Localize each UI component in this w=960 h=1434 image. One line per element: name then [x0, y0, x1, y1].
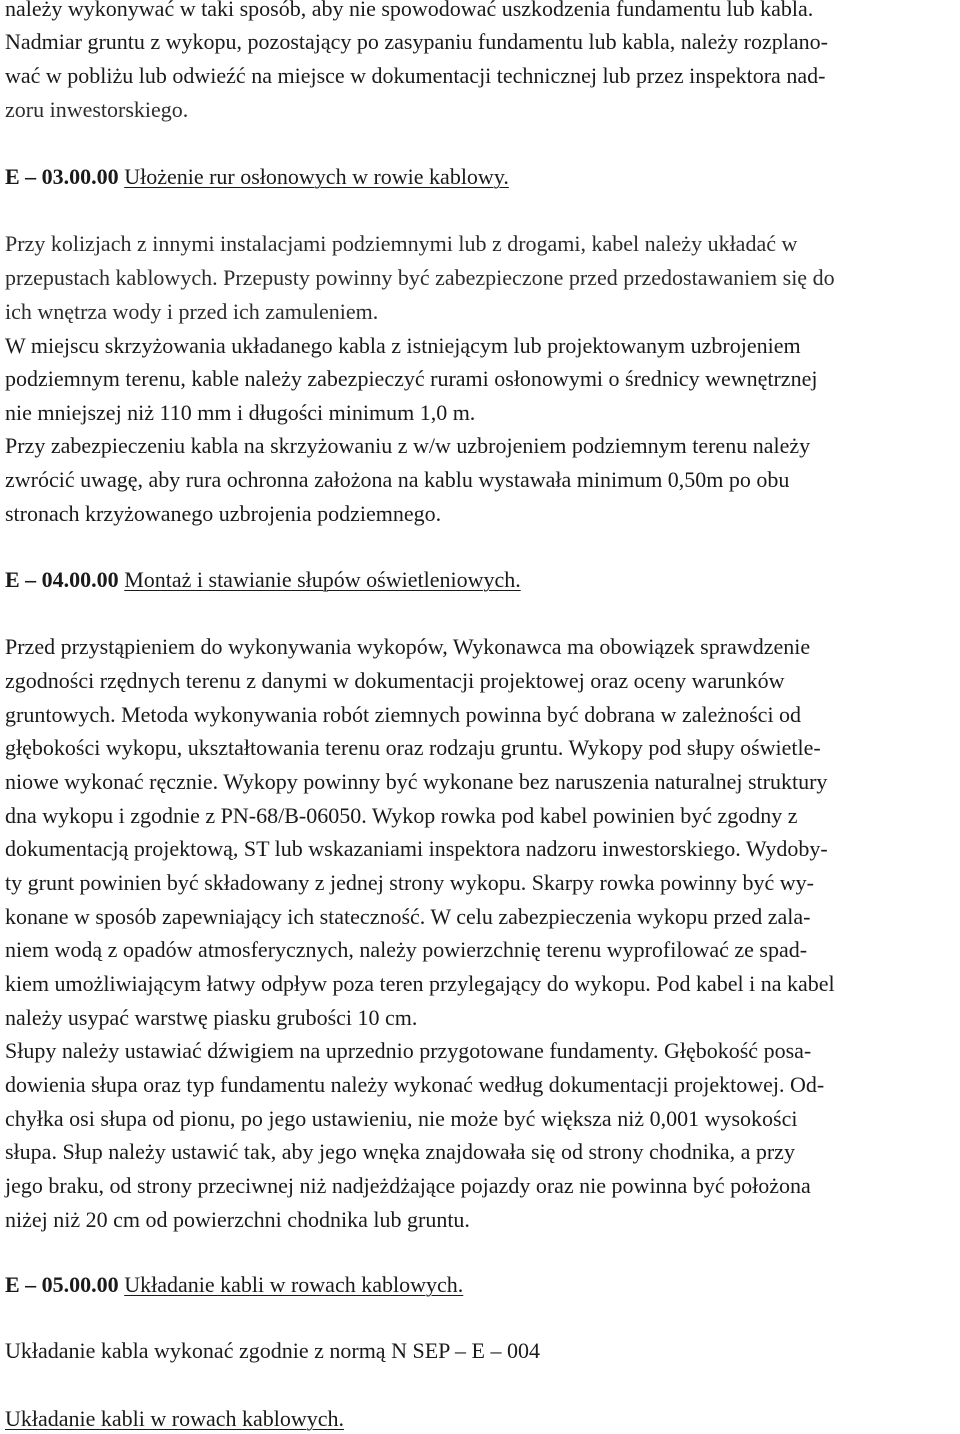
body-line: słupa. Słup należy ustawić tak, aby jego wnęka znajdowała się od strony chodnika, a przy — [5, 1139, 795, 1164]
section-title: Montaż i stawianie słupów oświetleniowych. — [124, 567, 521, 592]
body-line: zoru inwestorskiego. — [5, 97, 189, 122]
body-line: podziemnym terenu, kable należy zabezpieczyć rurami osłonowymi o średnicy wewnętrznej — [5, 366, 818, 391]
body-line: kiem umożliwiającym łatwy odpływ poza teren przylegający do wykopu. Pod kabel i na kabel — [5, 971, 835, 996]
body-line: Przy zabezpieczeniu kabla na skrzyżowaniu z w/w uzbrojeniem podziemnym terenu należy — [5, 433, 811, 458]
body-line: chyłka osi słupa od pionu, po jego ustawieniu, nie może być większa niż 0,001 wysokości — [5, 1106, 798, 1131]
body-line: dokumentacją projektową, ST lub wskazaniami inspektora nadzoru inwestorskiego. Wydoby- — [5, 836, 828, 861]
body-line: Przy kolizjach z innymi instalacjami podziemnymi lub z drogami, kabel należy układać w — [5, 231, 798, 256]
body-line: dowienia słupa oraz typ fundamentu należy wykonać według dokumentacji projektowej. Od- — [5, 1072, 825, 1097]
section-code: E – 03.00.00 — [5, 164, 119, 189]
section-code: E – 05.00.00 — [5, 1272, 119, 1297]
body-line: jego braku, od strony przeciwnej niż nadjeżdżające pojazdy oraz nie powinna być położona — [5, 1173, 811, 1198]
body-line: niowe wykonać ręcznie. Wykopy powinny być wykonane bez naruszenia naturalnej struktury — [5, 769, 828, 794]
body-line: gruntowych. Metoda wykonywania robót ziemnych powinna być dobrana w zależności od — [5, 702, 802, 727]
section-heading-e04 — [5, 565, 521, 595]
body-line: W miejscu skrzyżowania układanego kabla z istniejącym lub projektowanym uzbrojeniem — [5, 333, 801, 358]
body-line: zwrócić uwagę, aby rura ochronna założona na kablu wystawała minimum 0,50m po obu — [5, 467, 790, 492]
body-line: ty grunt powinien być składowany z jednej strony wykopu. Skarpy rowka powinny być wy- — [5, 870, 814, 895]
body-line: zgodności rzędnych terenu z danymi w dokumentacji projektowej oraz oceny warunków — [5, 668, 785, 693]
body-line: Przed przystąpieniem do wykonywania wykopów, Wykonawca ma obowiązek sprawdzenie — [5, 634, 811, 659]
body-line: przepustach kablowych. Przepusty powinny być zabezpieczone przed przedostawaniem się do — [5, 265, 835, 290]
body-line: niżej niż 20 cm od powierzchni chodnika lub gruntu. — [5, 1207, 470, 1232]
body-line: wać w pobliżu lub odwieźć na miejsce w dokumentacji technicznej lub przez inspektora nad- — [5, 63, 826, 88]
section-code: E – 04.00.00 — [5, 567, 119, 592]
body-line: stronach krzyżowanego uzbrojenia podziemnego. — [5, 501, 442, 526]
body-line: dna wykopu i zgodnie z PN-68/B-06050. Wykop rowka pod kabel powinien być zgodny z — [5, 803, 798, 828]
body-line: Układanie kabla wykonać zgodnie z normą N SEP – E – 004 — [5, 1338, 540, 1363]
body-line: Słupy należy ustawiać dźwigiem na uprzednio przygotowane fundamenty. Głębokość posa- — [5, 1038, 812, 1063]
body-line: Nadmiar gruntu z wykopu, pozostający po zasypaniu fundamentu lub kabla, należy rozplano- — [5, 29, 828, 54]
body-line: głębokości wykopu, ukształtowania terenu oraz rodzaju gruntu. Wykopy pod słupy oświetle- — [5, 735, 821, 760]
body-line: ich wnętrza wody i przed ich zamuleniem. — [5, 299, 379, 324]
body-line: niem wodą z opadów atmosferycznych, należy powierzchnię terenu wyprofilować ze spad- — [5, 937, 808, 962]
section-title: Ułożenie rur osłonowych w rowie kablowy. — [124, 164, 509, 189]
section-heading-e05 — [5, 1270, 463, 1300]
section-title: Układanie kabli w rowach kablowych. — [124, 1272, 464, 1297]
body-line: należy usypać warstwę piasku grubości 10 cm. — [5, 1005, 418, 1030]
subsection-title: Układanie kabli w rowach kablowych. — [5, 1406, 345, 1431]
body-line: należy wykonywać w taki sposób, aby nie spowodować uszkodzenia fundamentu lub kabla. — [5, 0, 814, 21]
section-heading-e03 — [5, 162, 509, 192]
body-line: nie mniejszej niż 110 mm i długości minimum 1,0 m. — [5, 400, 476, 425]
body-line: konane w sposób zapewniający ich stateczność. W celu zabezpieczenia wykopu przed zala- — [5, 904, 811, 929]
